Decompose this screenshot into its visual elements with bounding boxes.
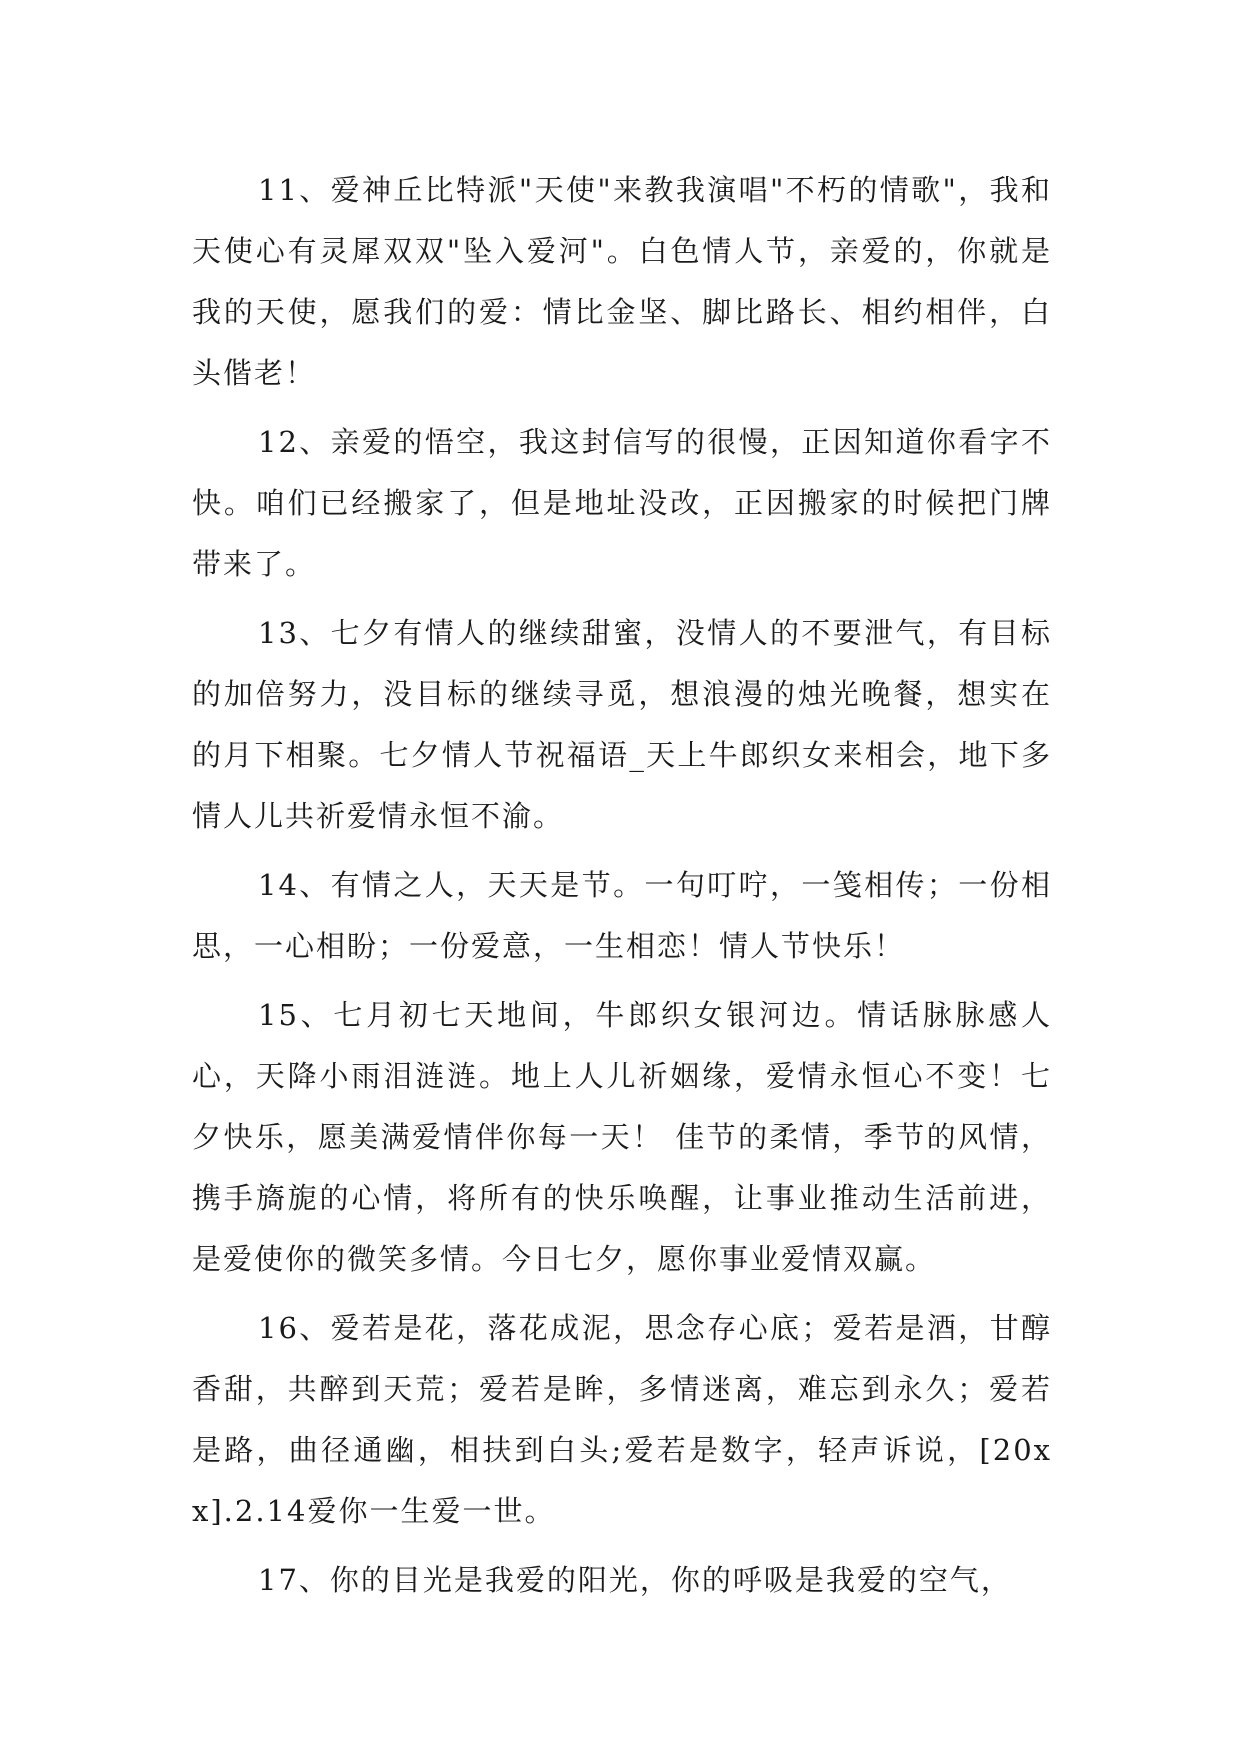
paragraph-17: 17、你的目光是我爱的阳光，你的呼吸是我爱的空气， bbox=[258, 1563, 1012, 1597]
paragraph-11: 11、爱神丘比特派"天使"来教我演唱"不朽的情歌"，我和天使心有灵犀双双"坠入爱河"。白色情人节，亲爱的，你就是我的天使，愿我们的爱：情比金坚、脚比路长、相约相伴，白头偕老！ bbox=[192, 173, 1052, 390]
paragraph-14: 14、有情之人，天天是节。一句叮咛，一笺相传；一份相思，一心相盼；一份爱意，一生相恋！情人节快乐！ bbox=[192, 868, 1052, 963]
paragraph-16: 16、爱若是花，落花成泥，思念存心底；爱若是酒，甘醇香甜，共醉到天荒；爱若是眸，多情迷离，难忘到永久；爱若是路，曲径通幽，相扶到白头;爱若是数字，轻声诉说，[20xx].2.14爱你一生爱一世。 bbox=[192, 1311, 1052, 1528]
document-body bbox=[192, 160, 1052, 1619]
paragraph-13: 13、七夕有情人的继续甜蜜，没情人的不要泄气，有目标的加倍努力，没目标的继续寻觅，想浪漫的烛光晚餐，想实在的月下相聚。七夕情人节祝福语_天上牛郎织女来相会，地下多情人儿共祈爱情永恒不渝。 bbox=[192, 616, 1052, 833]
paragraph-12: 12、亲爱的悟空，我这封信写的很慢，正因知道你看字不快。咱们已经搬家了，但是地址没改，正因搬家的时候把门牌带来了。 bbox=[192, 425, 1052, 581]
paragraph-15: 15、七月初七天地间，牛郎织女银河边。情话脉脉感人心，天降小雨泪涟涟。地上人儿祈姻缘，爱情永恒心不变！七夕快乐，愿美满爱情伴你每一天！ 佳节的柔情，季节的风情，携手旖旎的心情，将所有的快乐唤醒，让事业推动生活前进，是爱使你的微笑多情。今日七夕，愿你事业爱情双赢。 bbox=[192, 998, 1052, 1276]
